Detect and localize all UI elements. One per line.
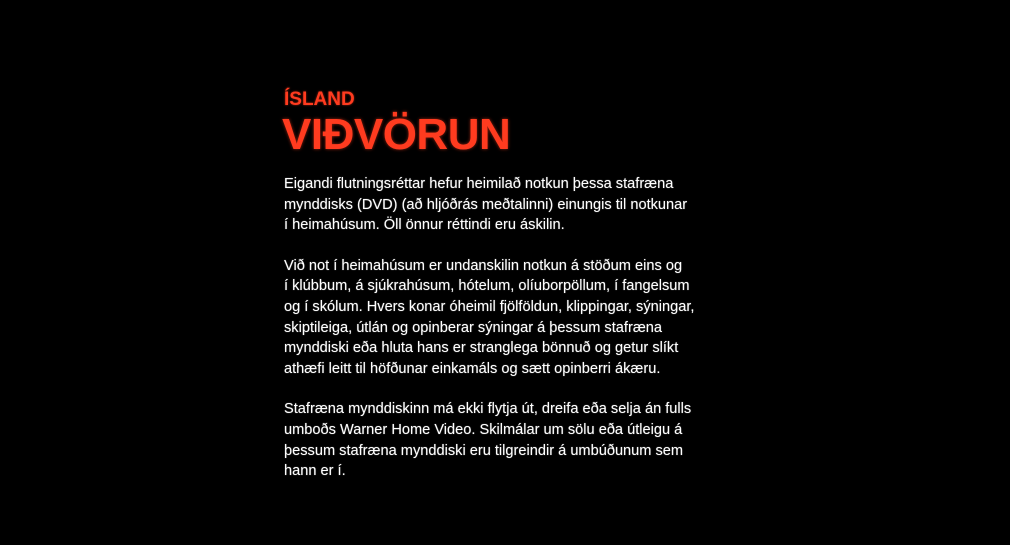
text-line: Eigandi flutningsréttar hefur heimilað notkun þessa stafræna <box>284 176 674 192</box>
text-line: Stafræna mynddiskinn má ekki flytja út, dreifa eða selja án fulls <box>284 401 692 418</box>
text-line: skiptileiga, útlán og opinberar sýningar á þessum stafræna <box>284 319 663 336</box>
country-label: ÍSLAND <box>284 89 355 110</box>
text-line: athæfi leitt til höfðunar einkamáls og sætt opinberri ákæru. <box>284 360 661 377</box>
warning-paragraph-1 <box>284 174 754 236</box>
text-line: hann er í. <box>284 463 346 480</box>
warning-body <box>284 174 754 482</box>
text-line: umboðs Warner Home Video. Skilmálar um sölu eða útleigu á <box>284 421 683 438</box>
text-line: Við not í heimahúsum er undanskilin notkun á stöðum eins og <box>284 257 683 274</box>
text-line: mynddiski eða hluta hans er stranglega bönnuð og getur slíkt <box>284 340 679 357</box>
warning-block <box>284 88 754 502</box>
warning-paragraph-2 <box>284 256 754 380</box>
text-line: og í skólum. Hvers konar óheimil fjölföldun, klippingar, sýningar, <box>284 298 695 315</box>
warning-paragraph-3 <box>284 399 754 481</box>
text-line: í klúbbum, á sjúkrahúsum, hótelum, olíuborpöllum, í fangelsum <box>284 278 690 295</box>
text-line: í heimahúsum. Öll önnur réttindi eru áskilin. <box>284 217 565 234</box>
text-line: þessum stafræna mynddiski eru tilgreindir á umbúðunum sem <box>284 442 684 459</box>
warning-title: VIÐVÖRUN <box>282 110 511 159</box>
text-line: mynddisks (DVD) (að hljóðrás meðtalinni) einungis til notkunar <box>284 196 688 213</box>
